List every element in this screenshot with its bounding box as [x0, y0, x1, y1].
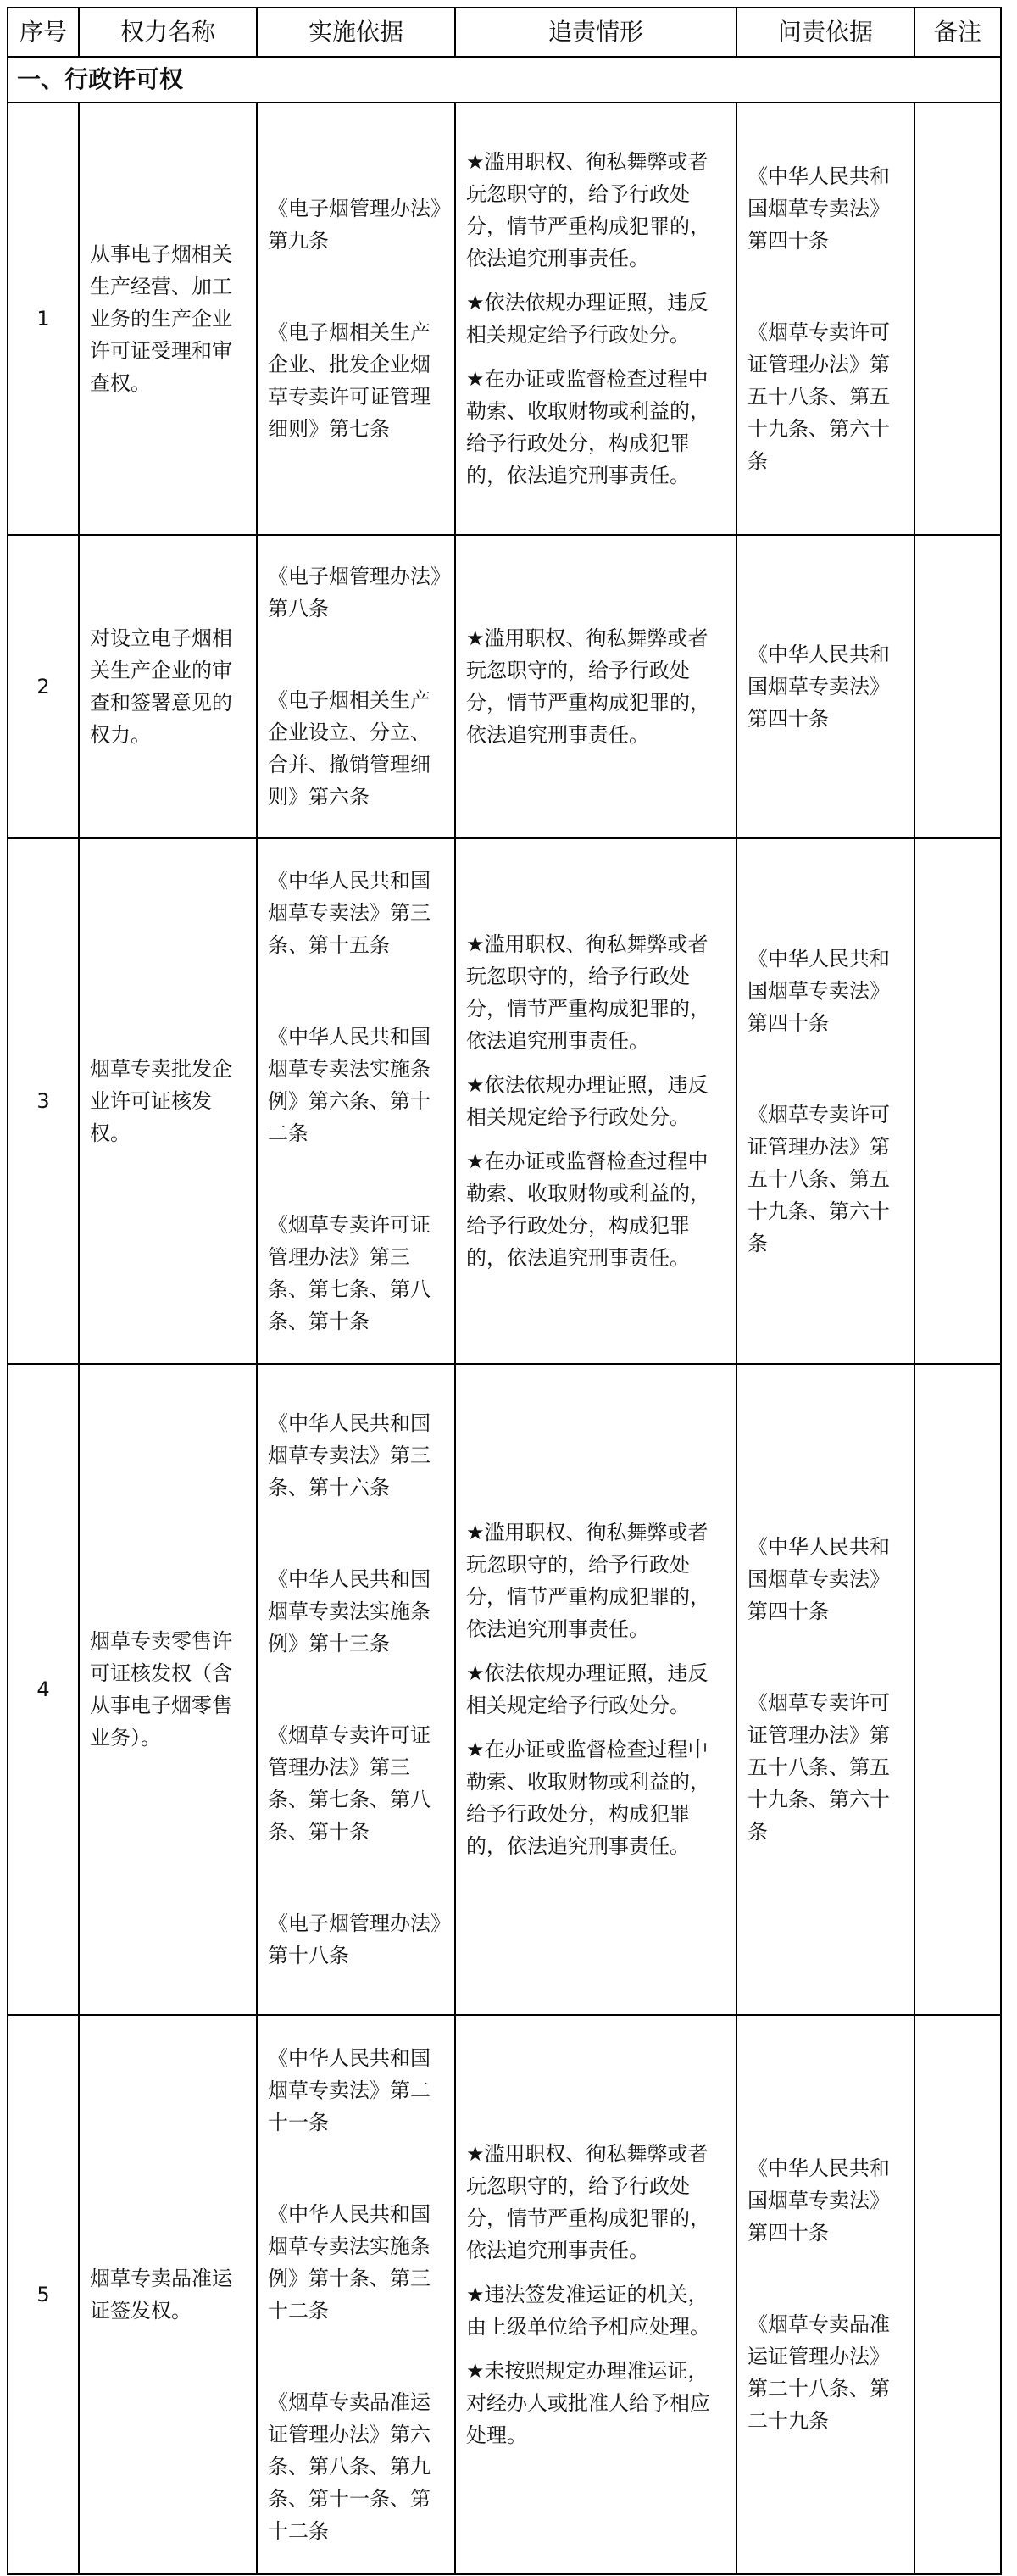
accountability-item: 《中华人民共和国烟草专卖法》第四十条 [747, 2156, 890, 2245]
basis-item: 《中华人民共和国烟草专卖法》第三条、第十六条 [268, 1411, 431, 1499]
accountability-item: 《烟草专卖许可证管理办法》第五十八条、第五十九条、第六十条 [747, 320, 890, 473]
basis-item: 《烟草专卖许可证管理办法》第三条、第七条、第八条、第十条 [268, 1213, 431, 1333]
header-basis: 实施依据 [257, 8, 455, 57]
row-cases [455, 535, 736, 838]
case-item: ★未按照规定办理准运证，对经办人或批准人给予相应处理。 [466, 2359, 710, 2447]
row-cases [455, 1364, 736, 2015]
accountability-item: 《烟草专卖许可证管理办法》第五十八条、第五十九条、第六十条 [747, 1103, 890, 1255]
row-remark [914, 535, 1001, 838]
basis-item: 《电子烟管理办法》第十八条 [268, 1911, 441, 1967]
power-list-table-container [7, 7, 1000, 2575]
row-cases [455, 2015, 736, 2574]
case-item: ★依法依规办理证照，违反相关规定给予行政处分。 [466, 1073, 709, 1129]
basis-item: 《烟草专卖品准运证管理办法》第六条、第八条、第九条、第十一条、第十二条 [268, 2390, 431, 2543]
basis-item: 《电子烟相关生产企业设立、分立、合并、撤销管理细则》第六条 [268, 688, 431, 809]
row-cases [455, 838, 736, 1364]
accountability-item: 《中华人民共和国烟草专卖法》第四十条 [747, 947, 890, 1035]
row-remark [914, 838, 1001, 1364]
basis-item: 《烟草专卖许可证管理办法》第三条、第七条、第八条、第十条 [268, 1723, 431, 1844]
row-basis [257, 838, 455, 1364]
row-no: 3 [8, 838, 79, 1364]
power-list-table [7, 7, 1002, 2575]
row-basis [257, 2015, 455, 2574]
header-remark: 备注 [914, 8, 1001, 57]
section-title: 一、行政许可权 [8, 57, 1001, 103]
row-power-name: 烟草专卖品准运证签发权。 [79, 2015, 257, 2574]
table-row [8, 1364, 1001, 2015]
case-item: ★滥用职权、徇私舞弊或者玩忽职守的，给予行政处分，情节严重构成犯罪的，依法追究刑事责任。 [466, 932, 710, 1053]
row-accountability [736, 103, 914, 535]
row-remark [914, 103, 1001, 535]
header-power-name: 权力名称 [79, 8, 257, 57]
header-row [8, 8, 1001, 57]
case-item: ★滥用职权、徇私舞弊或者玩忽职守的，给予行政处分，情节严重构成犯罪的，依法追究刑事责任。 [466, 2142, 710, 2262]
basis-item: 《中华人民共和国烟草专卖法》第三条、第十五条 [268, 869, 431, 957]
row-remark [914, 1364, 1001, 2015]
accountability-item: 《中华人民共和国烟草专卖法》第四十条 [747, 643, 890, 731]
basis-item: 《中华人民共和国烟草专卖法实施条例》第十条、第三十二条 [268, 2202, 431, 2323]
case-item: ★滥用职权、徇私舞弊或者玩忽职守的，给予行政处分，情节严重构成犯罪的，依法追究刑事责任。 [466, 150, 710, 270]
row-basis [257, 1364, 455, 2015]
row-no: 4 [8, 1364, 79, 2015]
basis-item: 《中华人民共和国烟草专卖法》第二十一条 [268, 2046, 431, 2134]
row-power-name: 从事电子烟相关生产经营、加工业务的生产企业许可证受理和审查权。 [79, 103, 257, 535]
basis-item: 《电子烟管理办法》第八条 [268, 565, 441, 620]
accountability-item: 《烟草专卖许可证管理办法》第五十八条、第五十九条、第六十条 [747, 1691, 890, 1844]
case-item: ★在办证或监督检查过程中勒索、收取财物或利益的，给予行政处分，构成犯罪的，依法追究刑事责任。 [466, 367, 710, 487]
case-item: ★依法依规办理证照，违反相关规定给予行政处分。 [466, 291, 709, 347]
row-accountability [736, 2015, 914, 2574]
table-row [8, 535, 1001, 838]
row-accountability [736, 1364, 914, 2015]
row-power-name: 烟草专卖零售许可证核发权（含从事电子烟零售业务）。 [79, 1364, 257, 2015]
basis-item: 《电子烟管理办法》第九条 [268, 197, 441, 253]
table-row [8, 2015, 1001, 2574]
row-remark [914, 2015, 1001, 2574]
header-cases: 追责情形 [455, 8, 736, 57]
table-row [8, 838, 1001, 1364]
row-basis [257, 103, 455, 535]
case-item: ★在办证或监督检查过程中勒索、收取财物或利益的，给予行政处分，构成犯罪的，依法追究刑事责任。 [466, 1149, 710, 1270]
row-no: 5 [8, 2015, 79, 2574]
row-cases [455, 103, 736, 535]
case-item: ★违法签发准运证的机关，由上级单位给予相应处理。 [466, 2283, 710, 2339]
case-item: ★在办证或监督检查过程中勒索、收取财物或利益的，给予行政处分，构成犯罪的，依法追究刑事责任。 [466, 1738, 710, 1858]
row-accountability [736, 535, 914, 838]
table-row [8, 103, 1001, 535]
case-item: ★滥用职权、徇私舞弊或者玩忽职守的，给予行政处分，情节严重构成犯罪的，依法追究刑事责任。 [466, 1521, 710, 1641]
section-row [8, 57, 1001, 103]
accountability-item: 《中华人民共和国烟草专卖法》第四十条 [747, 1535, 890, 1623]
case-item: ★依法依规办理证照，违反相关规定给予行政处分。 [466, 1661, 709, 1717]
basis-item: 《中华人民共和国烟草专卖法实施条例》第六条、第十二条 [268, 1025, 431, 1145]
row-no: 1 [8, 103, 79, 535]
basis-item: 《电子烟相关生产企业、批发企业烟草专卖许可证管理细则》第七条 [268, 320, 431, 441]
row-basis [257, 535, 455, 838]
basis-item: 《中华人民共和国烟草专卖法实施条例》第十三条 [268, 1567, 431, 1655]
row-power-name: 烟草专卖批发企业许可证核发权。 [79, 838, 257, 1364]
case-item: ★滥用职权、徇私舞弊或者玩忽职守的，给予行政处分，情节严重构成犯罪的，依法追究刑事责任。 [466, 626, 710, 747]
header-no: 序号 [8, 8, 79, 57]
accountability-item: 《烟草专卖品准运证管理办法》第二十八条、第二十九条 [747, 2312, 890, 2433]
row-accountability [736, 838, 914, 1364]
row-no: 2 [8, 535, 79, 838]
accountability-item: 《中华人民共和国烟草专卖法》第四十条 [747, 164, 890, 253]
row-power-name: 对设立电子烟相关生产企业的审查和签署意见的权力。 [79, 535, 257, 838]
header-accountability: 问责依据 [736, 8, 914, 57]
